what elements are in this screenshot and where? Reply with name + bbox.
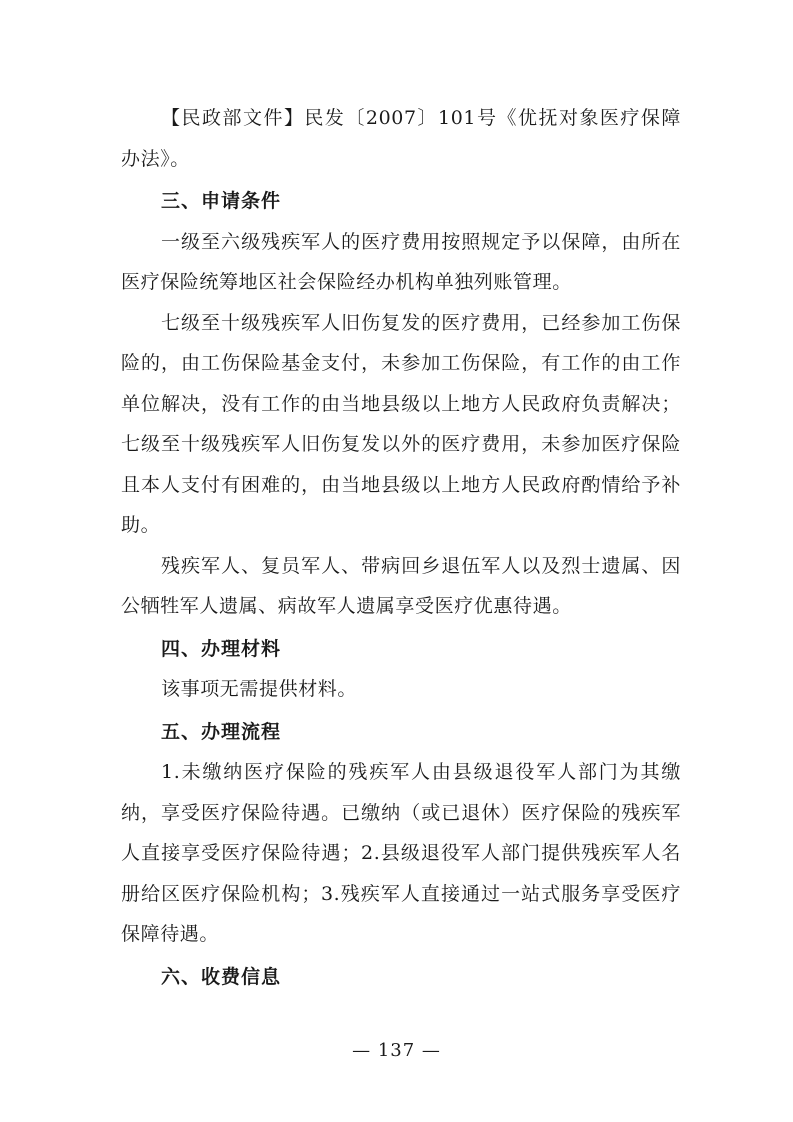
- paragraph-preferential-treatment: 残疾军人、复员军人、带病回乡退伍军人以及烈士遗属、因公牺牲军人遗属、病故军人遗属享受医疗优惠待遇。: [121, 554, 681, 617]
- paragraph-legal-basis: 【民政部文件】民发〔2007〕101号《优抚对象医疗保障办法》。: [121, 107, 681, 170]
- paragraph-condition-grades-1-6: 一级至六级残疾军人的医疗费用按照规定予以保障，由所在医疗保险统筹地区社会保险经办机构单独列账管理。: [121, 230, 681, 293]
- document-body: [121, 98, 681, 997]
- section-heading-materials: 四、办理材料: [161, 637, 282, 660]
- paragraph-materials: 该事项无需提供材料。: [161, 678, 358, 700]
- paragraph-process-steps: 1.未缴纳医疗保险的残疾军人由县级退役军人部门为其缴纳，享受医疗保险待遇。已缴纳（或已退休）医疗保险的残疾军人直接享受医疗保险待遇；2.县级退役军人部门提供残疾军人名册给区医疗保险机构；3.残疾军人直接通过一站式服务享受医疗保障待遇。: [121, 761, 681, 945]
- section-heading-process: 五、办理流程: [161, 720, 282, 743]
- section-heading-fee-info: 六、收费信息: [161, 965, 282, 988]
- page-number: — 137 —: [352, 1040, 441, 1061]
- paragraph-condition-grades-7-10: 七级至十级残疾军人旧伤复发的医疗费用，已经参加工伤保险的，由工伤保险基金支付，未参加工伤保险，有工作的由工作单位解决，没有工作的由当地县级以上地方人民政府负责解决；七级至十级残疾军人旧伤复发以外的医疗费用，未参加医疗保险且本人支付有困难的，由当地县级以上地方人民政府酌情给予补助。: [121, 311, 681, 536]
- section-heading-application-conditions: 三、申请条件: [161, 190, 282, 212]
